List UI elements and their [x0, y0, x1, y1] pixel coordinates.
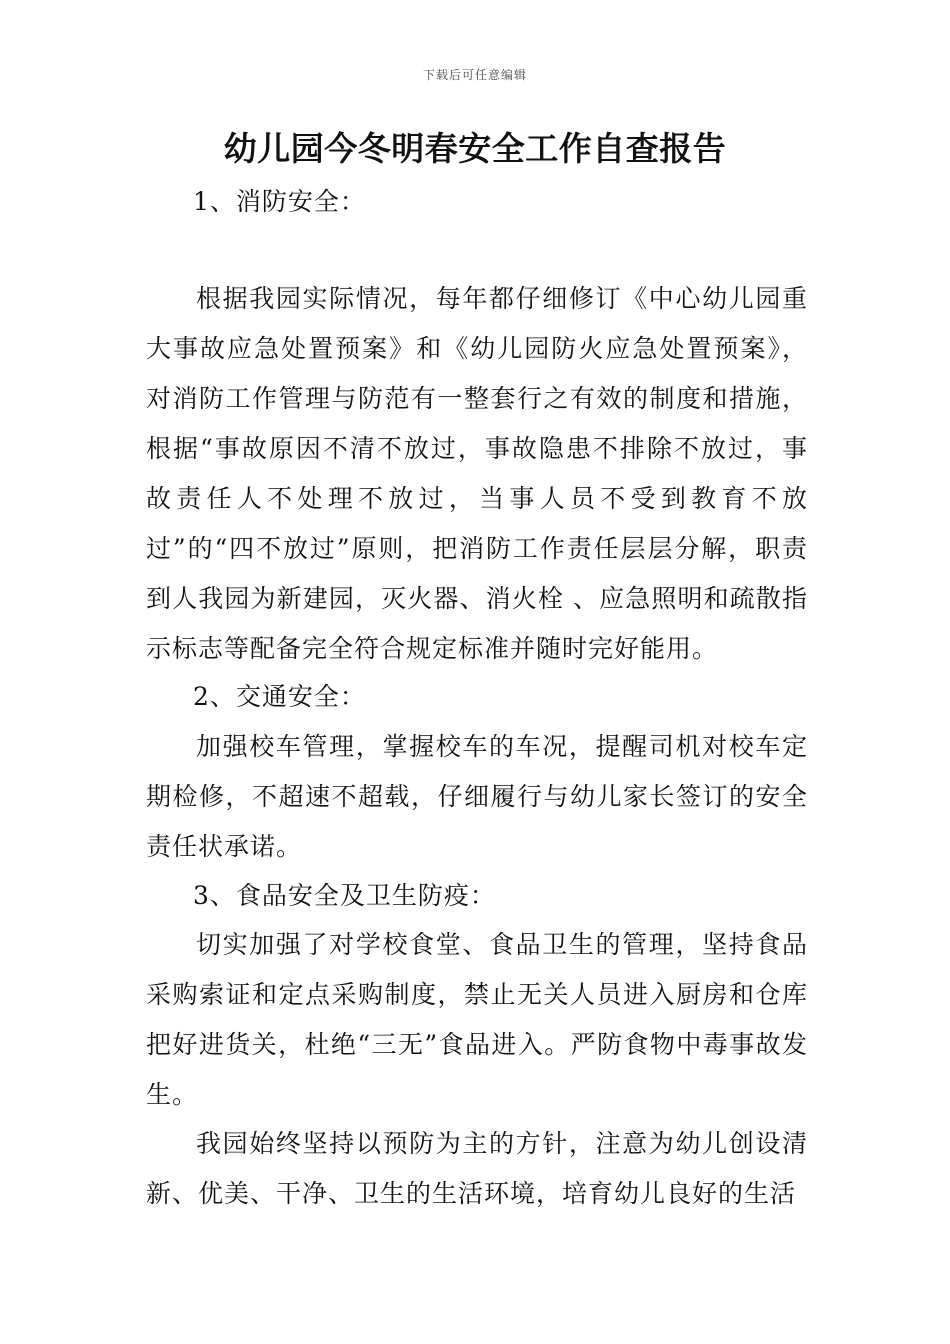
section-heading-fire-safety: 1、消防安全：	[193, 187, 366, 216]
page-title: 幼儿园今冬明春安全工作自查报告	[223, 129, 727, 168]
paragraph-traffic-safety: 加强校车管理，掌握校车的车况，提醒司机对校车定期检修，不超速不超载，仔细履行与幼儿家长签订的安全责任状承诺。	[146, 732, 808, 861]
paragraph-fire-safety: 根据我园实际情况，每年都仔细修订《中心幼儿园重大事故应急处置预案》和《幼儿园防火应急处置预案》，对消防工作管理与防范有一整套行之有效的制度和措施，根据“事故原因不清不放过，事故隐患不排除不放过，事故责任人不处理不放过，当事人员不受到教育不放过”的“四不放过”原则，把消防工作责任层层分解，职责到人我园为新建园，灭火器、消火栓 、应急照明和疏散指示标志等配备完全符合规定标准并随时完好能用。	[146, 284, 808, 663]
paragraph-food-safety: 切实加强了对学校食堂、食品卫生的管理，坚持食品采购索证和定点采购制度，禁止无关人员进入厨房和仓库把好进货关，杜绝“三无”食品进入。严防食物中毒事故发生。	[146, 930, 808, 1109]
paragraph-prevention: 我园始终坚持以预防为主的方针，注意为幼儿创设清新、优美、干净、卫生的生活环境，培育幼儿良好的生活	[146, 1129, 808, 1208]
header-note: 下载后可任意编辑	[422, 68, 527, 82]
section-heading-traffic-safety: 2、交通安全：	[193, 682, 366, 711]
section-heading-food-safety: 3、食品安全及卫生防疫：	[193, 881, 496, 910]
